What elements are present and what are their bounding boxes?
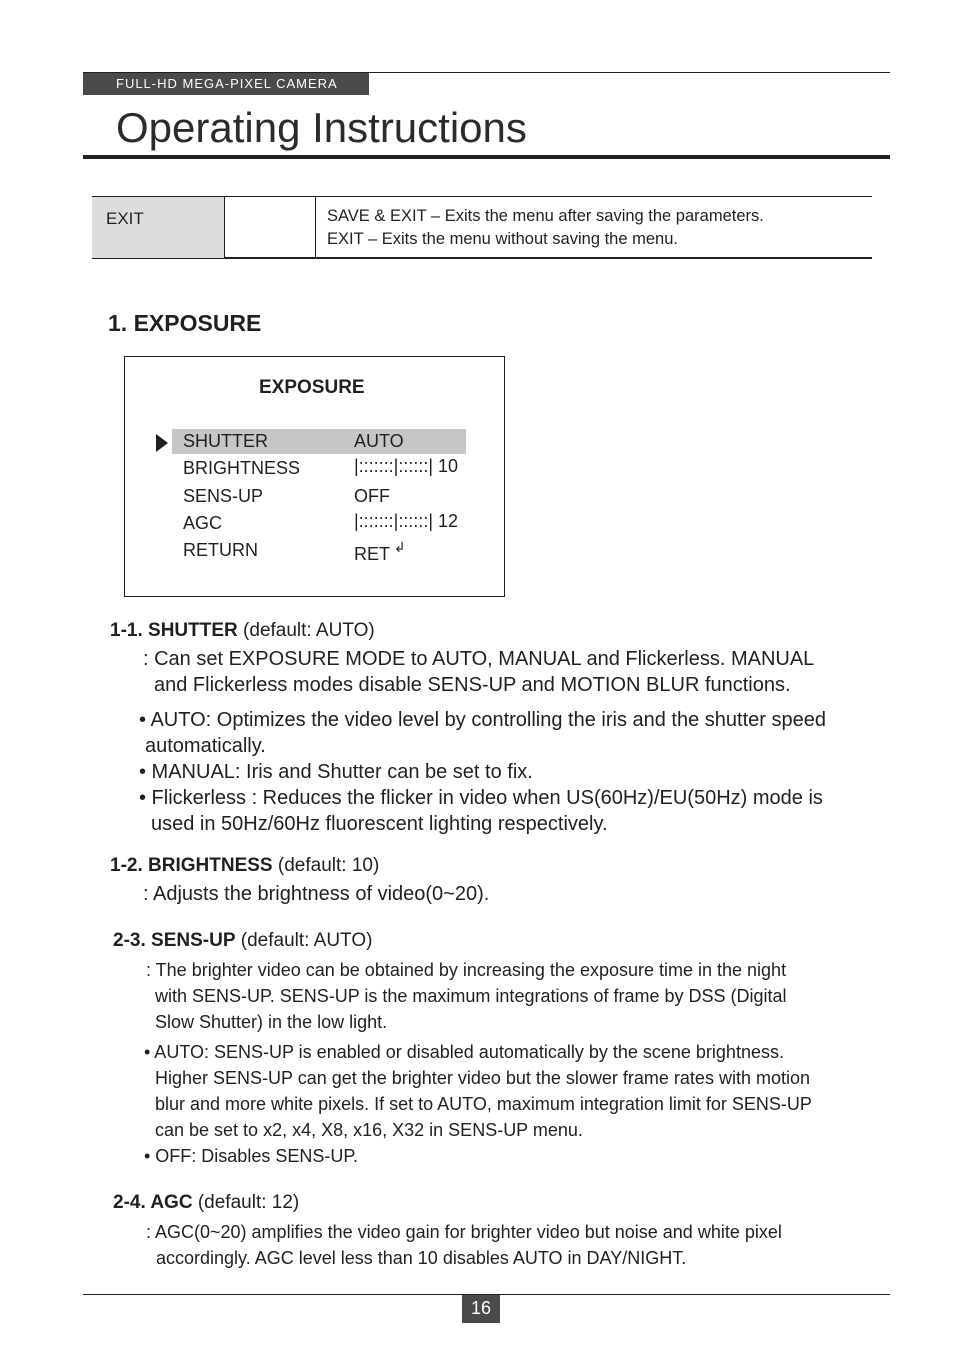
title-rule [83,155,890,159]
return-arrow-icon: ↲ [394,539,406,555]
osd-value-shutter: AUTO [354,431,404,451]
osd-label-shutter: SHUTTER [183,431,268,451]
agc-name: AGC [150,1192,193,1213]
agc-number: 2-4. [113,1192,146,1213]
sens-up-off: • OFF: Disables SENS-UP. [144,1146,359,1166]
menu-item-cell: EXIT [92,197,225,258]
shutter-name: SHUTTER [148,620,238,641]
agc-heading [113,1192,299,1214]
sens-up-desc-line3: Slow Shutter) in the low light. [155,1012,388,1032]
shutter-flickerless-line1: • Flickerless : Reduces the flicker in video when US(60Hz)/EU(50Hz) mode is [139,787,823,809]
brightness-heading [110,855,379,877]
sens-up-name: SENS-UP [151,930,236,951]
osd-value-agc: |:::::::|::::::| 12 [354,511,459,531]
sens-up-desc-line2: with SENS-UP. SENS-UP is the maximum integrations of frame by DSS (Digital [155,986,787,1006]
page-title: Operating Instructions [116,104,527,151]
brightness-default: (default: 10) [277,855,380,876]
shutter-desc-line2: and Flickerless modes disable SENS-UP and MOTION BLUR functions. [154,674,791,696]
brightness-number: 1-2. [110,855,143,876]
exit-menu-table [92,196,872,259]
sens-up-auto-line1: • AUTO: SENS-UP is enabled or disabled automatically by the scene brightness. [144,1042,784,1062]
osd-label-sens-up: SENS-UP [183,486,264,506]
product-header-tag: FULL-HD MEGA-PIXEL CAMERA [83,73,369,95]
shutter-flickerless-line2: used in 50Hz/60Hz fluorescent lighting respectively. [151,813,608,835]
sens-up-desc-line1: : The brighter video can be obtained by increasing the exposure time in the night [146,960,787,980]
empty-cell [225,197,316,258]
ret-label: RET [354,544,390,564]
osd-label-return: RETURN [183,540,258,560]
shutter-default: (default: AUTO) [243,620,375,641]
agc-desc-line2: accordingly. AGC level less than 10 disables AUTO in DAY/NIGHT. [156,1248,687,1268]
osd-label-agc: AGC [183,513,223,533]
sens-up-number: 2-3. [113,930,146,951]
exit-description: EXIT – Exits the menu without saving the menu. [327,230,678,248]
sens-up-auto-line2: Higher SENS-UP can get the brighter video but the slower frame rates with motion [155,1068,810,1088]
page-number: 16 [462,1295,500,1323]
shutter-number: 1-1. [110,620,143,641]
shutter-manual: • MANUAL: Iris and Shutter can be set to fix. [139,761,533,783]
sens-up-auto-line3: blur and more white pixels. If set to AUTO, maximum integration limit for SENS-UP [155,1094,812,1114]
osd-value-brightness: |:::::::|::::::| 10 [354,456,459,476]
shutter-desc-line1: : Can set EXPOSURE MODE to AUTO, MANUAL and Flickerless. MANUAL [143,648,815,670]
sens-up-heading [113,930,372,952]
sens-up-auto-line4: can be set to x2, x4, X8, x16, X32 in SENS-UP menu. [155,1120,583,1140]
shutter-auto-line2: automatically. [145,735,266,757]
osd-title: EXPOSURE [259,377,365,398]
agc-default: (default: 12) [197,1192,300,1213]
agc-desc-line1: : AGC(0~20) amplifies the video gain for brighter video but noise and white pixel [146,1222,782,1242]
selection-arrow-icon [156,434,168,452]
shutter-heading [110,620,375,642]
sens-up-default: (default: AUTO) [240,930,373,951]
osd-exposure-menu [124,356,505,597]
osd-label-brightness: BRIGHTNESS [183,458,301,478]
save-exit-description: SAVE & EXIT – Exits the menu after saving the parameters. [327,207,764,225]
osd-value-sens-up: OFF [354,486,390,506]
brightness-desc: : Adjusts the brightness of video(0~20). [143,883,490,905]
shutter-auto-line1: • AUTO: Optimizes the video level by controlling the iris and the shutter speed [139,709,826,731]
osd-value-return [354,539,406,565]
menu-description-cell [327,205,764,251]
section-title: 1. EXPOSURE [108,310,262,336]
brightness-name: BRIGHTNESS [148,855,273,876]
